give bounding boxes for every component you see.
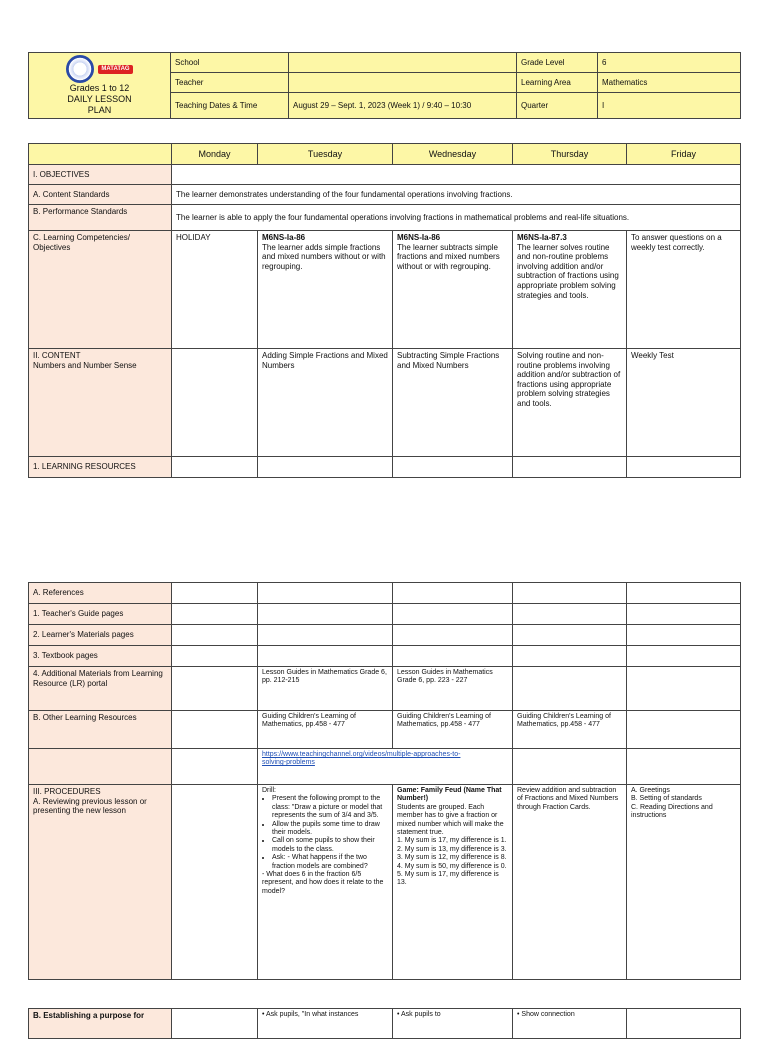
school-value (289, 53, 517, 73)
content-standards-label: A. Content Standards (29, 185, 172, 205)
empty-cell (172, 646, 258, 667)
content-monday (172, 349, 258, 457)
video-link[interactable]: https://www.teachingchannel.org/videos/multiple-approaches-to-solving-problems (262, 751, 461, 767)
grade-label: Grade Level (517, 53, 598, 73)
competency-text: The learner subtracts simple fractions and mixed numbers without or with regrouping. (397, 242, 500, 271)
competencies-thursday (513, 231, 627, 349)
teacher-label: Teacher (171, 73, 289, 93)
empty-cell (172, 604, 258, 625)
textbook-label: 3. Textbook pages (29, 646, 172, 667)
content-label (29, 349, 172, 457)
procedures-step-a: A. Reviewing previous lesson or presenting the new lesson (33, 796, 147, 816)
establishing-purpose-tuesday: • Ask pupils, "In what instances (258, 1009, 393, 1039)
empty-cell (393, 457, 513, 478)
references-label: A. References (29, 583, 172, 604)
area-value: Mathematics (598, 73, 741, 93)
establishing-purpose-thursday: • Show connection (513, 1009, 627, 1039)
empty-cell (172, 667, 258, 711)
list-item: • Present the following prompt to the class: "Draw a picture or model that represents the sum of 3/4 and 3/5. (272, 795, 388, 820)
competency-code: M6NS-Ia-86 (397, 233, 441, 242)
content-thursday: Solving routine and non-routine problems involving addition and/or subtraction of fractions using appropriate problem solving strategies and tools. (513, 349, 627, 457)
empty-cell (627, 667, 741, 711)
matatag-logo: MATATAG (98, 65, 132, 74)
empty-cell (258, 457, 393, 478)
competencies-friday: To answer questions on a weekly test correctly. (627, 231, 741, 349)
empty-cell (627, 604, 741, 625)
day-header-thursday: Thursday (513, 144, 627, 165)
empty-cell (258, 625, 393, 646)
list-item: • Call on some pupils to show their models to the class. (272, 837, 388, 854)
logo (33, 55, 166, 83)
drill-question: - What does 6 in the fraction 6/5 represent, and how does it relate to the model? (262, 870, 384, 895)
competencies-label: C. Learning Competencies/ Objectives (29, 231, 172, 349)
empty-cell (627, 646, 741, 667)
teacher-value (289, 73, 517, 93)
list-item: A. Greetings (631, 787, 670, 794)
game-intro: Students are grouped. Each member has to give a fraction or mixed number which will make the statement true. (397, 803, 504, 836)
empty-cell (513, 457, 627, 478)
teachers-guide-label: 1. Teacher's Guide pages (29, 604, 172, 625)
day-header-monday: Monday (172, 144, 258, 165)
empty-cell (258, 583, 393, 604)
procedures-friday (627, 785, 741, 980)
empty-cell (172, 785, 258, 980)
empty-cell (627, 583, 741, 604)
empty-cell (172, 711, 258, 749)
empty-cell (172, 625, 258, 646)
competency-text: The learner adds simple fractions and mixed numbers without or with regrouping. (262, 242, 386, 271)
link-row-label (29, 749, 172, 785)
competencies-wednesday (393, 231, 513, 349)
competency-code: M6NS-Ia-87.3 (517, 233, 567, 242)
header-logo-cell (29, 53, 171, 119)
empty-cell (627, 457, 741, 478)
content-wednesday: Subtracting Simple Fractions and Mixed Numbers (393, 349, 513, 457)
empty-cell (627, 625, 741, 646)
dates-value: August 29 – Sept. 1, 2023 (Week 1) / 9:40 – 10:30 (289, 93, 517, 119)
learning-resources-label: 1. LEARNING RESOURCES (29, 457, 172, 478)
procedures-label (29, 785, 172, 980)
empty-cell (393, 604, 513, 625)
drill-title: Drill: (262, 787, 276, 794)
empty-cell (513, 667, 627, 711)
establishing-purpose-label: B. Establishing a purpose for (29, 1009, 172, 1039)
content-friday: Weekly Test (627, 349, 741, 457)
competency-text: The learner solves routine and non-routine problems involving addition and/or subtraction of fractions using appropriate problem solving strategies and tools. (517, 242, 619, 300)
procedures-thursday: Review addition and subtraction of Fractions and Mixed Numbers through Fraction Cards. (513, 785, 627, 980)
empty-cell (172, 583, 258, 604)
competencies-tuesday (258, 231, 393, 349)
list-item: 2. My sum is 13, my difference is 3. (397, 845, 507, 853)
procedures-title: III. PROCEDURES (33, 787, 101, 796)
day-header-blank (29, 144, 172, 165)
quarter-value: I (598, 93, 741, 119)
dates-label: Teaching Dates & Time (171, 93, 289, 119)
empty-cell (513, 646, 627, 667)
performance-standards-label: B. Performance Standards (29, 205, 172, 231)
list-item: 1. My sum is 17, my difference is 1. (397, 837, 507, 845)
quarter-label: Quarter (517, 93, 598, 119)
empty-cell (258, 646, 393, 667)
procedures-wednesday (393, 785, 513, 980)
competencies-monday: HOLIDAY (172, 231, 258, 349)
resources-table (28, 582, 741, 980)
empty-cell (627, 711, 741, 749)
day-header-friday: Friday (627, 144, 741, 165)
other-resources-tuesday: Guiding Children's Learning of Mathematics, pp.458 - 477 (258, 711, 393, 749)
additional-materials-label: 4. Additional Materials from Learning Resource (LR) portal (29, 667, 172, 711)
other-resources-wednesday: Guiding Children's Learning of Mathematics, pp.458 - 477 (393, 711, 513, 749)
list-item: C. Reading Directions and instructions (631, 803, 713, 820)
day-header-tuesday: Tuesday (258, 144, 393, 165)
learners-materials-label: 2. Learner's Materials pages (29, 625, 172, 646)
header-table (28, 52, 741, 119)
content-standards-text: The learner demonstrates understanding of the four fundamental operations involving fractions. (172, 185, 741, 205)
procedures-tuesday (258, 785, 393, 980)
other-resources-thursday: Guiding Children's Learning of Mathematics, pp.458 - 477 (513, 711, 627, 749)
list-item: 4. My sum is 50, my difference is 0. (397, 862, 507, 870)
empty-cell (393, 646, 513, 667)
empty-cell (393, 583, 513, 604)
objectives-empty (172, 165, 741, 185)
empty-cell (513, 604, 627, 625)
game-title: Game: Family Feud (Name That Number!) (397, 787, 502, 803)
list-item: • Ask: - What happens if the two fraction models are combined? (272, 854, 388, 871)
other-resources-label: B. Other Learning Resources (29, 711, 172, 749)
lesson-plan-table (28, 143, 741, 478)
list-item: 3. My sum is 12, my difference is 8. (397, 854, 507, 862)
empty-cell (627, 749, 741, 785)
link-cell (258, 749, 513, 785)
list-item: 5. My sum is 17, my difference is 13. (397, 870, 499, 887)
empty-cell (513, 625, 627, 646)
day-header-wednesday: Wednesday (393, 144, 513, 165)
empty-cell (172, 749, 258, 785)
establishing-purpose-wednesday: • Ask pupils to (393, 1009, 513, 1039)
doc-title-line-2: PLAN (87, 104, 112, 115)
list-item: B. Setting of standards (631, 795, 702, 803)
empty-cell (513, 749, 627, 785)
empty-cell (172, 457, 258, 478)
empty-cell (513, 583, 627, 604)
content-label-topic: Numbers and Number Sense (33, 360, 137, 370)
school-label: School (171, 53, 289, 73)
additional-materials-tuesday: Lesson Guides in Mathematics Grade 6, pp. 212-215 (258, 667, 393, 711)
drill-list (262, 795, 388, 871)
competency-code: M6NS-Ia-86 (262, 233, 306, 242)
grade-value: 6 (598, 53, 741, 73)
objectives-label: I. OBJECTIVES (29, 165, 172, 185)
performance-standards-text: The learner is able to apply the four fundamental operations involving fractions in mathematical problems and real-life situations. (172, 205, 741, 231)
empty-cell (258, 604, 393, 625)
area-label: Learning Area (517, 73, 598, 93)
doc-title-line-1: DAILY LESSON (67, 94, 132, 105)
content-label-title: II. CONTENT (33, 351, 81, 360)
empty-cell (393, 625, 513, 646)
program-label: Grades 1 to 12 (69, 83, 130, 94)
list-item: • Allow the pupils some time to draw their models. (272, 821, 388, 838)
deped-seal-icon (66, 55, 94, 83)
additional-materials-wednesday: Lesson Guides in Mathematics Grade 6, pp. 223 - 227 (393, 667, 513, 711)
content-tuesday: Adding Simple Fractions and Mixed Numbers (258, 349, 393, 457)
